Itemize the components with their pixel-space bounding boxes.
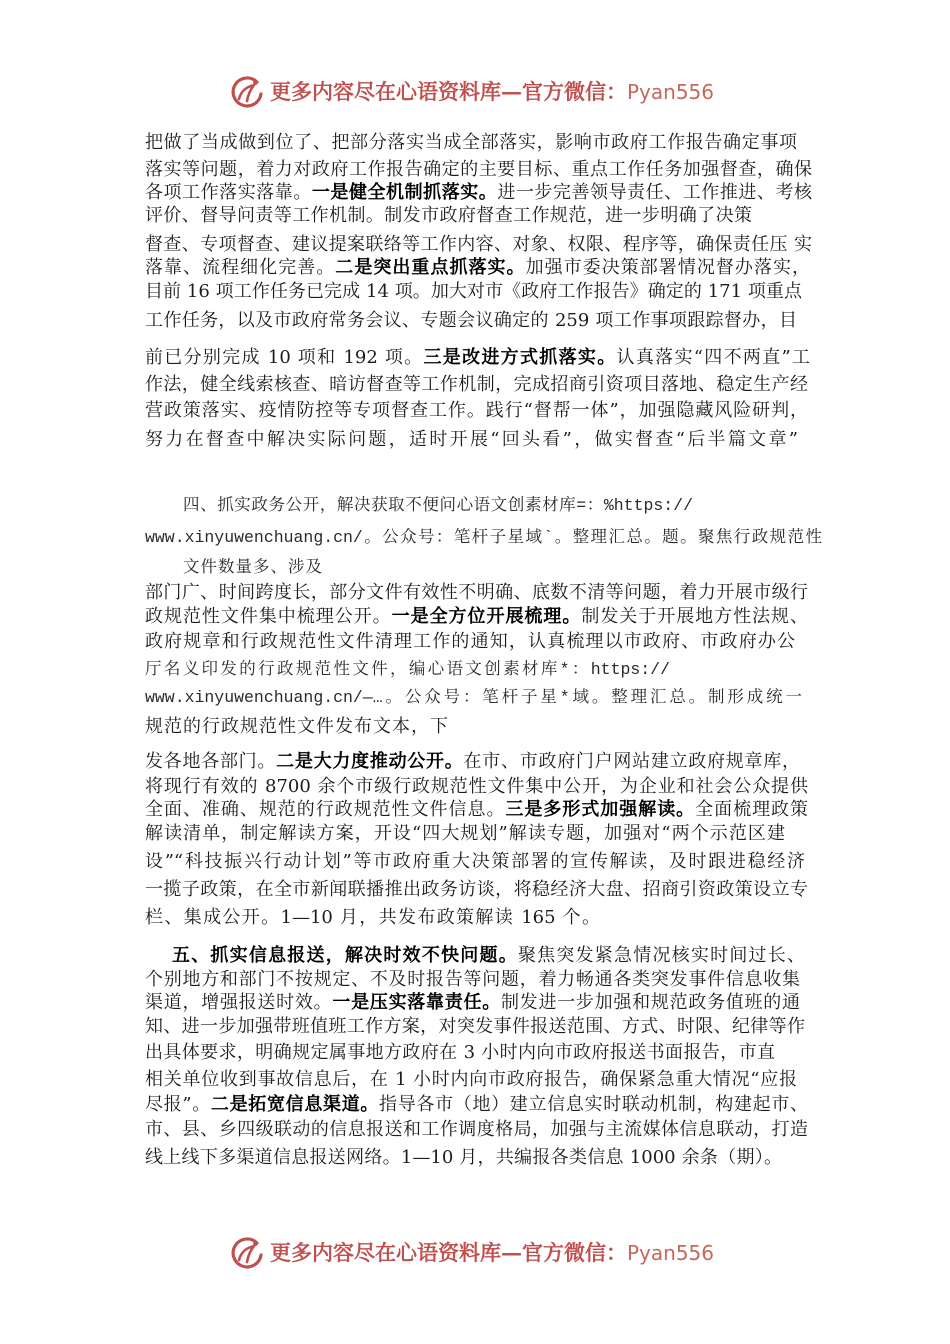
body-line — [145, 798, 808, 822]
bold-heading: 二是拓宽信息渠道。 — [210, 1094, 380, 1115]
body-line — [145, 131, 797, 155]
text-run: 政府规章和行政规范性文件清理工作的通知，认真梳理以市政府、市政府办公 — [145, 631, 795, 652]
body-line — [145, 1093, 808, 1117]
text-run: 尽报”。 — [145, 1094, 211, 1115]
body-line — [145, 605, 808, 629]
bold-heading: 二是大力度推动公开。 — [276, 751, 464, 772]
text-run: 进一步完善领导责任、工作推进、考核 — [497, 182, 812, 203]
header-watermark — [228, 73, 714, 111]
body-line — [145, 630, 795, 654]
body-line — [145, 686, 802, 710]
bold-heading: 一是压实落靠责任。 — [332, 992, 501, 1013]
bold-heading: 三是改进方式抓落实。 — [423, 347, 617, 368]
text-run: www.xinyuwenchuang.cn/。公众号：笔杆子星域`。整理汇总。题。聚焦行政规范性 — [145, 528, 822, 547]
text-run: 线上线下多渠道信息报送网络。1—10 月，共编报各类信息 1000 余条（期）。 — [145, 1147, 782, 1168]
body-line — [145, 750, 800, 774]
bold-heading: 三是多形式加强解读。 — [505, 799, 696, 820]
body-line — [145, 878, 808, 902]
bold-heading: 一是全方位开展梳理。 — [391, 606, 582, 627]
text-run: 前已分别完成 10 项和 192 项。 — [145, 347, 424, 368]
body-line — [145, 373, 808, 397]
text-run: 目前 16 项工作任务已完成 14 项。加大对市《政府工作报告》确定的 171 项重点 — [145, 281, 802, 302]
text-run: 个别地方和部门不按规定、不及时报告等问题，着力畅通各类突发事件信息收集 — [145, 969, 800, 990]
footer-watermark — [228, 1234, 714, 1272]
body-line — [145, 346, 810, 370]
wechat-id: Pyan556 — [627, 1241, 715, 1265]
text-run: 厅名义印发的行政规范性文件，编心语文创素材库*：https:// — [145, 660, 670, 679]
text-run: 制发关于开展地方性法规、 — [581, 606, 808, 627]
text-run: 四、抓实政务公开，解决获取不便问心语文创素材库=：%https:// — [183, 496, 693, 515]
body-line — [145, 1146, 782, 1170]
body-line — [145, 204, 752, 228]
body-line — [183, 556, 322, 580]
text-run: 加强市委决策部署情况督办落实， — [525, 257, 810, 278]
text-run: 督查、专项督查、建议提案联络等工作内容、对象、权限、程序等，确保责任压 实 — [145, 234, 812, 255]
text-run: 知、进一步加强带班值班工作方案，对突发事件报送范围、方式、时限、纪律等作 — [145, 1016, 805, 1037]
body-line — [145, 158, 812, 182]
text-run: 认真落实“四不两直”工 — [616, 347, 810, 368]
text-run: 政规范性文件集中梳理公开。 — [145, 606, 392, 627]
bold-heading: 二是突出重点抓落实。 — [335, 257, 526, 278]
body-line — [145, 991, 800, 1015]
body-line — [145, 1015, 805, 1039]
text-run: 营政策落实、疫情防控等专项督查工作。践行“督帮一体”，加强隐藏风险研判， — [145, 400, 808, 421]
text-run: 全面梳理政策 — [695, 799, 808, 820]
body-line — [172, 944, 805, 968]
text-run: 发各地各部门。 — [145, 751, 277, 772]
body-line — [145, 233, 812, 257]
text-run: 把做了当成做到位了、把部分落实当成全部落实，影响市政府工作报告确定事项 — [145, 132, 797, 153]
body-line — [145, 1068, 797, 1092]
wechat-id: Pyan556 — [627, 80, 715, 104]
body-line — [145, 309, 797, 333]
text-run: 全面、准确、规范的行政规范性文件信息。 — [145, 799, 506, 820]
text-run: 聚焦突发紧急情况核实时间过长、 — [517, 945, 805, 966]
text-run: 相关单位收到事故信息后，在 1 小时内向市政府报告，确保紧急重大情况“应报 — [145, 1069, 797, 1090]
body-line — [145, 581, 808, 605]
body-line — [145, 256, 810, 280]
text-run: 落实等问题，着力对政府工作报告确定的主要目标、重点工作任务加强督查，确保 — [145, 159, 812, 180]
body-line — [145, 658, 670, 682]
text-run: www.xinyuwenchuang.cn/—…。公众号：笔杆子星*域。整理汇总。制形成统一 — [145, 688, 802, 707]
body-line — [145, 280, 802, 304]
text-run: 一揽子政策，在全市新闻联播推出政务访谈，将稳经济大盘、招商引资政策设立专 — [145, 879, 808, 900]
text-run: 在市、市政府门户网站建立政府规章库， — [463, 751, 800, 772]
body-line — [145, 775, 808, 799]
text-run: 部门广、时间跨度长，部分文件有效性不明确、底数不清等问题，着力开展市级行 — [145, 582, 808, 603]
text-run: 制发进一步加强和规范政务值班的通 — [500, 992, 800, 1013]
text-run: 栏、集成公开。1—10 月，共发布政策解读 165 个。 — [145, 907, 600, 928]
body-line — [145, 822, 785, 846]
bold-heading: 五、抓实信息报送，解决时效不快问题。 — [172, 945, 518, 966]
text-run: 出具体要求，明确规定属事地方政府在 3 小时内向市政府报送书面报告，市直 — [145, 1042, 775, 1063]
text-run: 指导各市（地）建立信息实时联动机制，构建起市、 — [379, 1094, 808, 1115]
text-run: 设”“科技振兴行动计划”等市政府重大决策部署的宣传解读，及时跟进稳经济 — [145, 851, 805, 872]
body-line — [183, 494, 693, 518]
body-line — [145, 968, 800, 992]
body-line — [145, 715, 448, 739]
text-run: 落靠、流程细化完善。 — [145, 257, 336, 278]
body-line — [145, 850, 805, 874]
brush-circle-logo-icon — [228, 74, 264, 110]
text-run: 作法，健全线索核查、暗访督查等工作机制，完成招商引资项目落地、稳定生产经 — [145, 374, 808, 395]
body-line — [145, 906, 600, 930]
text-run: 渠道，增强报送时效。 — [145, 992, 333, 1013]
body-line — [145, 181, 812, 205]
body-line — [145, 1118, 808, 1142]
body-line — [145, 399, 808, 423]
brush-circle-logo-icon — [228, 1235, 264, 1271]
text-run: 解读清单，制定解读方案，开设“四大规划”解读专题，加强对“两个示范区建 — [145, 823, 785, 844]
watermark-text: 更多内容尽在心语资料库—官方微信： — [270, 1240, 627, 1265]
text-run: 努力在督查中解决实际问题，适时开展“回头看”，做实督查“后半篇文章” — [145, 429, 798, 450]
body-line — [145, 428, 798, 452]
text-run: 市、县、乡四级联动的信息报送和工作调度格局，加强与主流媒体信息联动，打造 — [145, 1119, 808, 1140]
bold-heading: 一是健全机制抓落实。 — [311, 182, 498, 203]
body-line — [145, 1041, 775, 1065]
watermark-text: 更多内容尽在心语资料库—官方微信： — [270, 79, 627, 104]
text-run: 评价、督导问责等工作机制。制发市政府督查工作规范，进一步明确了决策 — [145, 205, 752, 226]
text-run: 各项工作落实落靠。 — [145, 182, 312, 203]
text-run: 将现行有效的 8700 余个市级行政规范性文件集中公开，为企业和社会公众提供 — [145, 776, 808, 797]
text-run: 规范的行政规范性文件发布文本，下 — [145, 716, 448, 737]
text-run: 文件数量多、涉及 — [183, 558, 322, 577]
body-line — [145, 526, 822, 550]
text-run: 工作任务，以及市政府常务会议、专题会议确定的 259 项工作事项跟踪督办，目 — [145, 310, 797, 331]
